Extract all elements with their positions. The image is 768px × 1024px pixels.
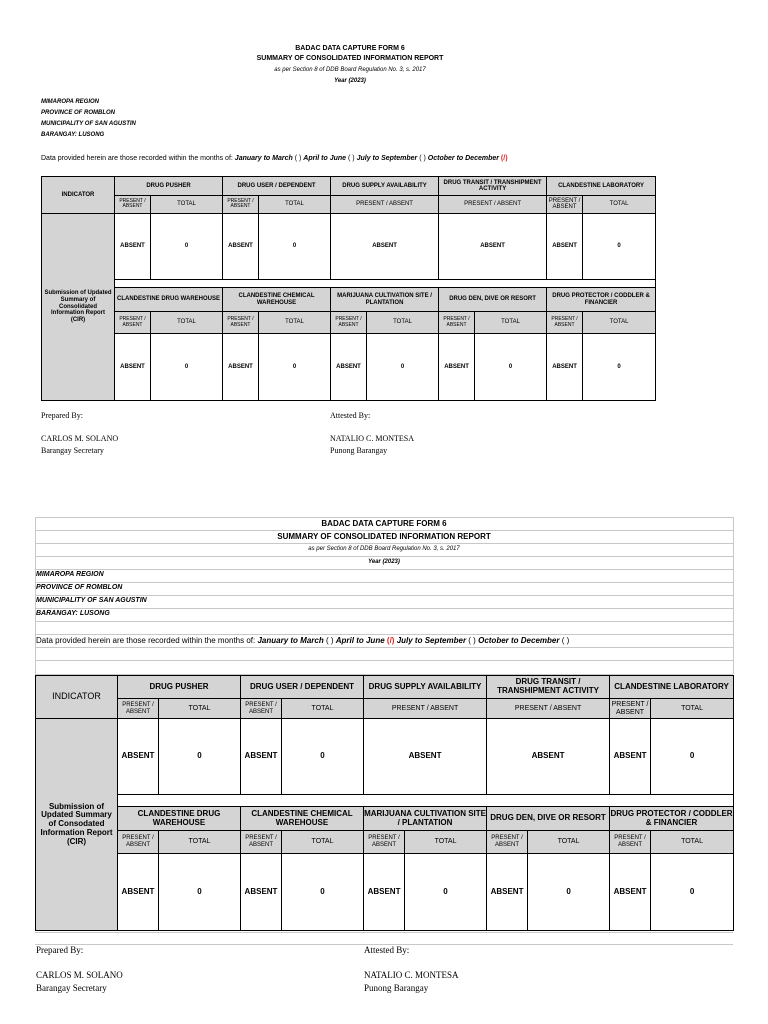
total-label: TOTAL [259, 196, 331, 213]
present-absent-label: PRESENT / ABSENT [115, 196, 151, 213]
present-absent-label: PRESENT / ABSENT [439, 196, 547, 213]
header-drug-pusher: DRUG PUSHER [118, 676, 241, 699]
total-label: TOTAL [159, 831, 241, 854]
value-cell: ABSENT [547, 333, 583, 400]
present-absent-label: PRESENT / ABSENT [487, 699, 610, 719]
header-drug-user: DRUG USER / DEPENDENT [223, 177, 331, 196]
value-cell: ABSENT [115, 213, 151, 279]
header-chemical-warehouse: CLANDESTINE CHEMICAL WAREHOUSE [223, 287, 331, 311]
header-clandestine-lab: CLANDESTINE LABORATORY [610, 676, 734, 699]
header-drug-den: DRUG DEN, DIVE OR RESORT [487, 807, 610, 831]
present-absent-label: PRESENT / ABSENT [118, 831, 159, 854]
present-absent-label: PRESENT / ABSENT [241, 831, 282, 854]
value-cell: 0 [528, 854, 610, 931]
total-label: TOTAL [475, 312, 547, 333]
attested-by-label: Attested By: [364, 945, 410, 955]
value-cell: 0 [583, 333, 656, 400]
present-absent-label: PRESENT / ABSENT [439, 312, 475, 333]
header-drug-user: DRUG USER / DEPENDENT [241, 676, 364, 699]
header-drug-supply: DRUG SUPPLY AVAILABILITY [331, 177, 439, 196]
value-cell: 0 [583, 213, 656, 279]
region-label: MIMAROPA REGION [36, 571, 104, 578]
attested-by-title: Punong Barangay [364, 983, 429, 993]
present-absent-label: PRESENT / ABSENT [241, 699, 282, 719]
checkmark: / [389, 636, 392, 645]
present-absent-label: PRESENT / ABSENT [364, 831, 405, 854]
value-cell: ABSENT [118, 719, 159, 795]
header-drug-den: DRUG DEN, DIVE OR RESORT [439, 287, 547, 311]
form-title: BADAC DATA CAPTURE FORM 6 [295, 45, 405, 52]
value-cell: ABSENT [331, 333, 367, 400]
value-cell: ABSENT [439, 213, 547, 279]
header-clandestine-lab: CLANDESTINE LABORATORY [547, 177, 656, 196]
value-cell: 0 [259, 333, 331, 400]
value-cell: 0 [282, 719, 364, 795]
total-label: TOTAL [151, 196, 223, 213]
value-cell: ABSENT [115, 333, 151, 400]
checkmark: / [503, 155, 506, 162]
total-label: TOTAL [259, 312, 331, 333]
value-cell: 0 [159, 854, 241, 931]
total-label: TOTAL [405, 831, 487, 854]
value-cell: ABSENT [241, 719, 282, 795]
present-absent-label: PRESENT / ABSENT [610, 699, 651, 719]
header-drug-pusher: DRUG PUSHER [115, 177, 223, 196]
present-absent-label: PRESENT / ABSENT [547, 312, 583, 333]
value-cell: ABSENT [610, 719, 651, 795]
value-cell: 0 [651, 719, 734, 795]
value-cell: 0 [405, 854, 487, 931]
present-absent-label: PRESENT / ABSENT [223, 196, 259, 213]
value-cell: 0 [475, 333, 547, 400]
value-cell: ABSENT [241, 854, 282, 931]
present-absent-label: PRESENT / ABSENT [547, 196, 583, 213]
report-table-1 [41, 176, 656, 401]
header-drug-warehouse: CLANDESTINE DRUG WAREHOUSE [115, 287, 223, 311]
header-drug-protector: DRUG PROTECTOR / CODDLER & FINANCIER [547, 287, 656, 311]
total-label: TOTAL [151, 312, 223, 333]
total-label: TOTAL [651, 831, 734, 854]
present-absent-label: PRESENT / ABSENT [115, 312, 151, 333]
total-label: TOTAL [282, 831, 364, 854]
row-label-cir: Submission of Updated Summary of Consodated Information Report (CIR) [36, 719, 118, 931]
value-cell: ABSENT [547, 213, 583, 279]
barangay-label: BARANGAY: LUSONG [36, 610, 110, 617]
form-subtitle: SUMMARY OF CONSOLIDATED INFORMATION REPORT [256, 55, 444, 62]
value-cell: 0 [151, 213, 223, 279]
present-absent-label: PRESENT / ABSENT [610, 831, 651, 854]
total-label: TOTAL [583, 312, 656, 333]
prepared-by-title: Barangay Secretary [36, 983, 107, 993]
header-drug-warehouse: CLANDESTINE DRUG WAREHOUSE [118, 807, 241, 831]
form-basis: as per Section 8 of DDB Board Regulation No. 3, s. 2017 [308, 546, 460, 552]
value-cell: ABSENT [487, 854, 528, 931]
header-marijuana: MARIJUANA CULTIVATION SITE / PLANTATION [364, 807, 487, 831]
value-cell: ABSENT [610, 854, 651, 931]
province-label: PROVINCE OF ROMBLON [41, 110, 116, 116]
report-table-2 [35, 675, 734, 931]
value-cell: ABSENT [487, 719, 610, 795]
header-drug-transit: DRUG TRANSIT / TRANSHIPMENT ACTIVITY [487, 676, 610, 699]
barangay-label: BARANGAY: LUSONG [41, 132, 105, 138]
prepared-by-title: Barangay Secretary [41, 446, 104, 455]
present-absent-label: PRESENT / ABSENT [118, 699, 159, 719]
municipality-label: MUNICIPALITY OF SAN AGUSTIN [41, 121, 136, 127]
present-absent-label: PRESENT / ABSENT [331, 196, 439, 213]
period-line: Data provided herein are those recorded within the months of: January to March ( ) April to June ( ) July to September ( ) October to December (/) [41, 155, 508, 162]
total-label: TOTAL [583, 196, 656, 213]
value-cell: ABSENT [439, 333, 475, 400]
total-label: TOTAL [282, 699, 364, 719]
value-cell: ABSENT [223, 213, 259, 279]
form-subtitle: SUMMARY OF CONSOLIDATED INFORMATION REPORT [277, 532, 491, 541]
form-title: BADAC DATA CAPTURE FORM 6 [321, 519, 447, 528]
municipality-label: MUNICIPALITY OF SAN AGUSTIN [36, 597, 147, 604]
value-cell: 0 [651, 854, 734, 931]
value-cell: 0 [259, 213, 331, 279]
total-label: TOTAL [159, 699, 241, 719]
prepared-by-label: Prepared By: [41, 411, 83, 420]
value-cell: 0 [151, 333, 223, 400]
header-drug-protector: DRUG PROTECTOR / CODDLER & FINANCIER [610, 807, 734, 831]
attested-by-name: NATALIO C. MONTESA [330, 434, 415, 443]
value-cell: ABSENT [331, 213, 439, 279]
form-year: Year (2023) [334, 78, 366, 84]
region-label: MIMAROPA REGION [41, 99, 99, 105]
value-cell: ABSENT [364, 719, 487, 795]
row-label-cir: Submission of Updated Summary of Consolidated Information Report (CIR) [42, 213, 115, 400]
value-cell: ABSENT [118, 854, 159, 931]
spacer-row [118, 795, 734, 807]
present-absent-label: PRESENT / ABSENT [487, 831, 528, 854]
spacer-row [115, 279, 656, 287]
header-drug-supply: DRUG SUPPLY AVAILABILITY [364, 676, 487, 699]
present-absent-label: PRESENT / ABSENT [223, 312, 259, 333]
attested-by-title: Punong Barangay [330, 446, 388, 455]
header-drug-transit: DRUG TRANSIT / TRANSHIPMENT ACTIVITY [439, 177, 547, 196]
province-label: PROVINCE OF ROMBLON [36, 584, 123, 591]
total-label: TOTAL [651, 699, 734, 719]
value-cell: 0 [367, 333, 439, 400]
indicator-header: INDICATOR [42, 177, 115, 214]
value-cell: 0 [159, 719, 241, 795]
header-marijuana: MARIJUANA CULTIVATION SITE / PLANTATION [331, 287, 439, 311]
total-label: TOTAL [367, 312, 439, 333]
prepared-by-name: CARLOS M. SOLANO [36, 970, 123, 980]
prepared-by-name: CARLOS M. SOLANO [41, 434, 119, 443]
prepared-by-label: Prepared By: [36, 945, 84, 955]
value-cell: 0 [282, 854, 364, 931]
total-label: TOTAL [528, 831, 610, 854]
form-basis: as per Section 8 of DDB Board Regulation No. 3, s. 2017 [274, 67, 426, 73]
attested-by-name: NATALIO C. MONTESA [364, 970, 459, 980]
header-chemical-warehouse: CLANDESTINE CHEMICAL WAREHOUSE [241, 807, 364, 831]
present-absent-label: PRESENT / ABSENT [331, 312, 367, 333]
present-absent-label: PRESENT / ABSENT [364, 699, 487, 719]
period-line: Data provided herein are those recorded within the months of: January to March ( ) April to June (/) July to September ( ) October to December ( ) [36, 636, 570, 645]
indicator-header: INDICATOR [36, 676, 118, 719]
form-year: Year (2023) [368, 559, 400, 565]
attested-by-label: Attested By: [330, 411, 371, 420]
value-cell: ABSENT [364, 854, 405, 931]
value-cell: ABSENT [223, 333, 259, 400]
